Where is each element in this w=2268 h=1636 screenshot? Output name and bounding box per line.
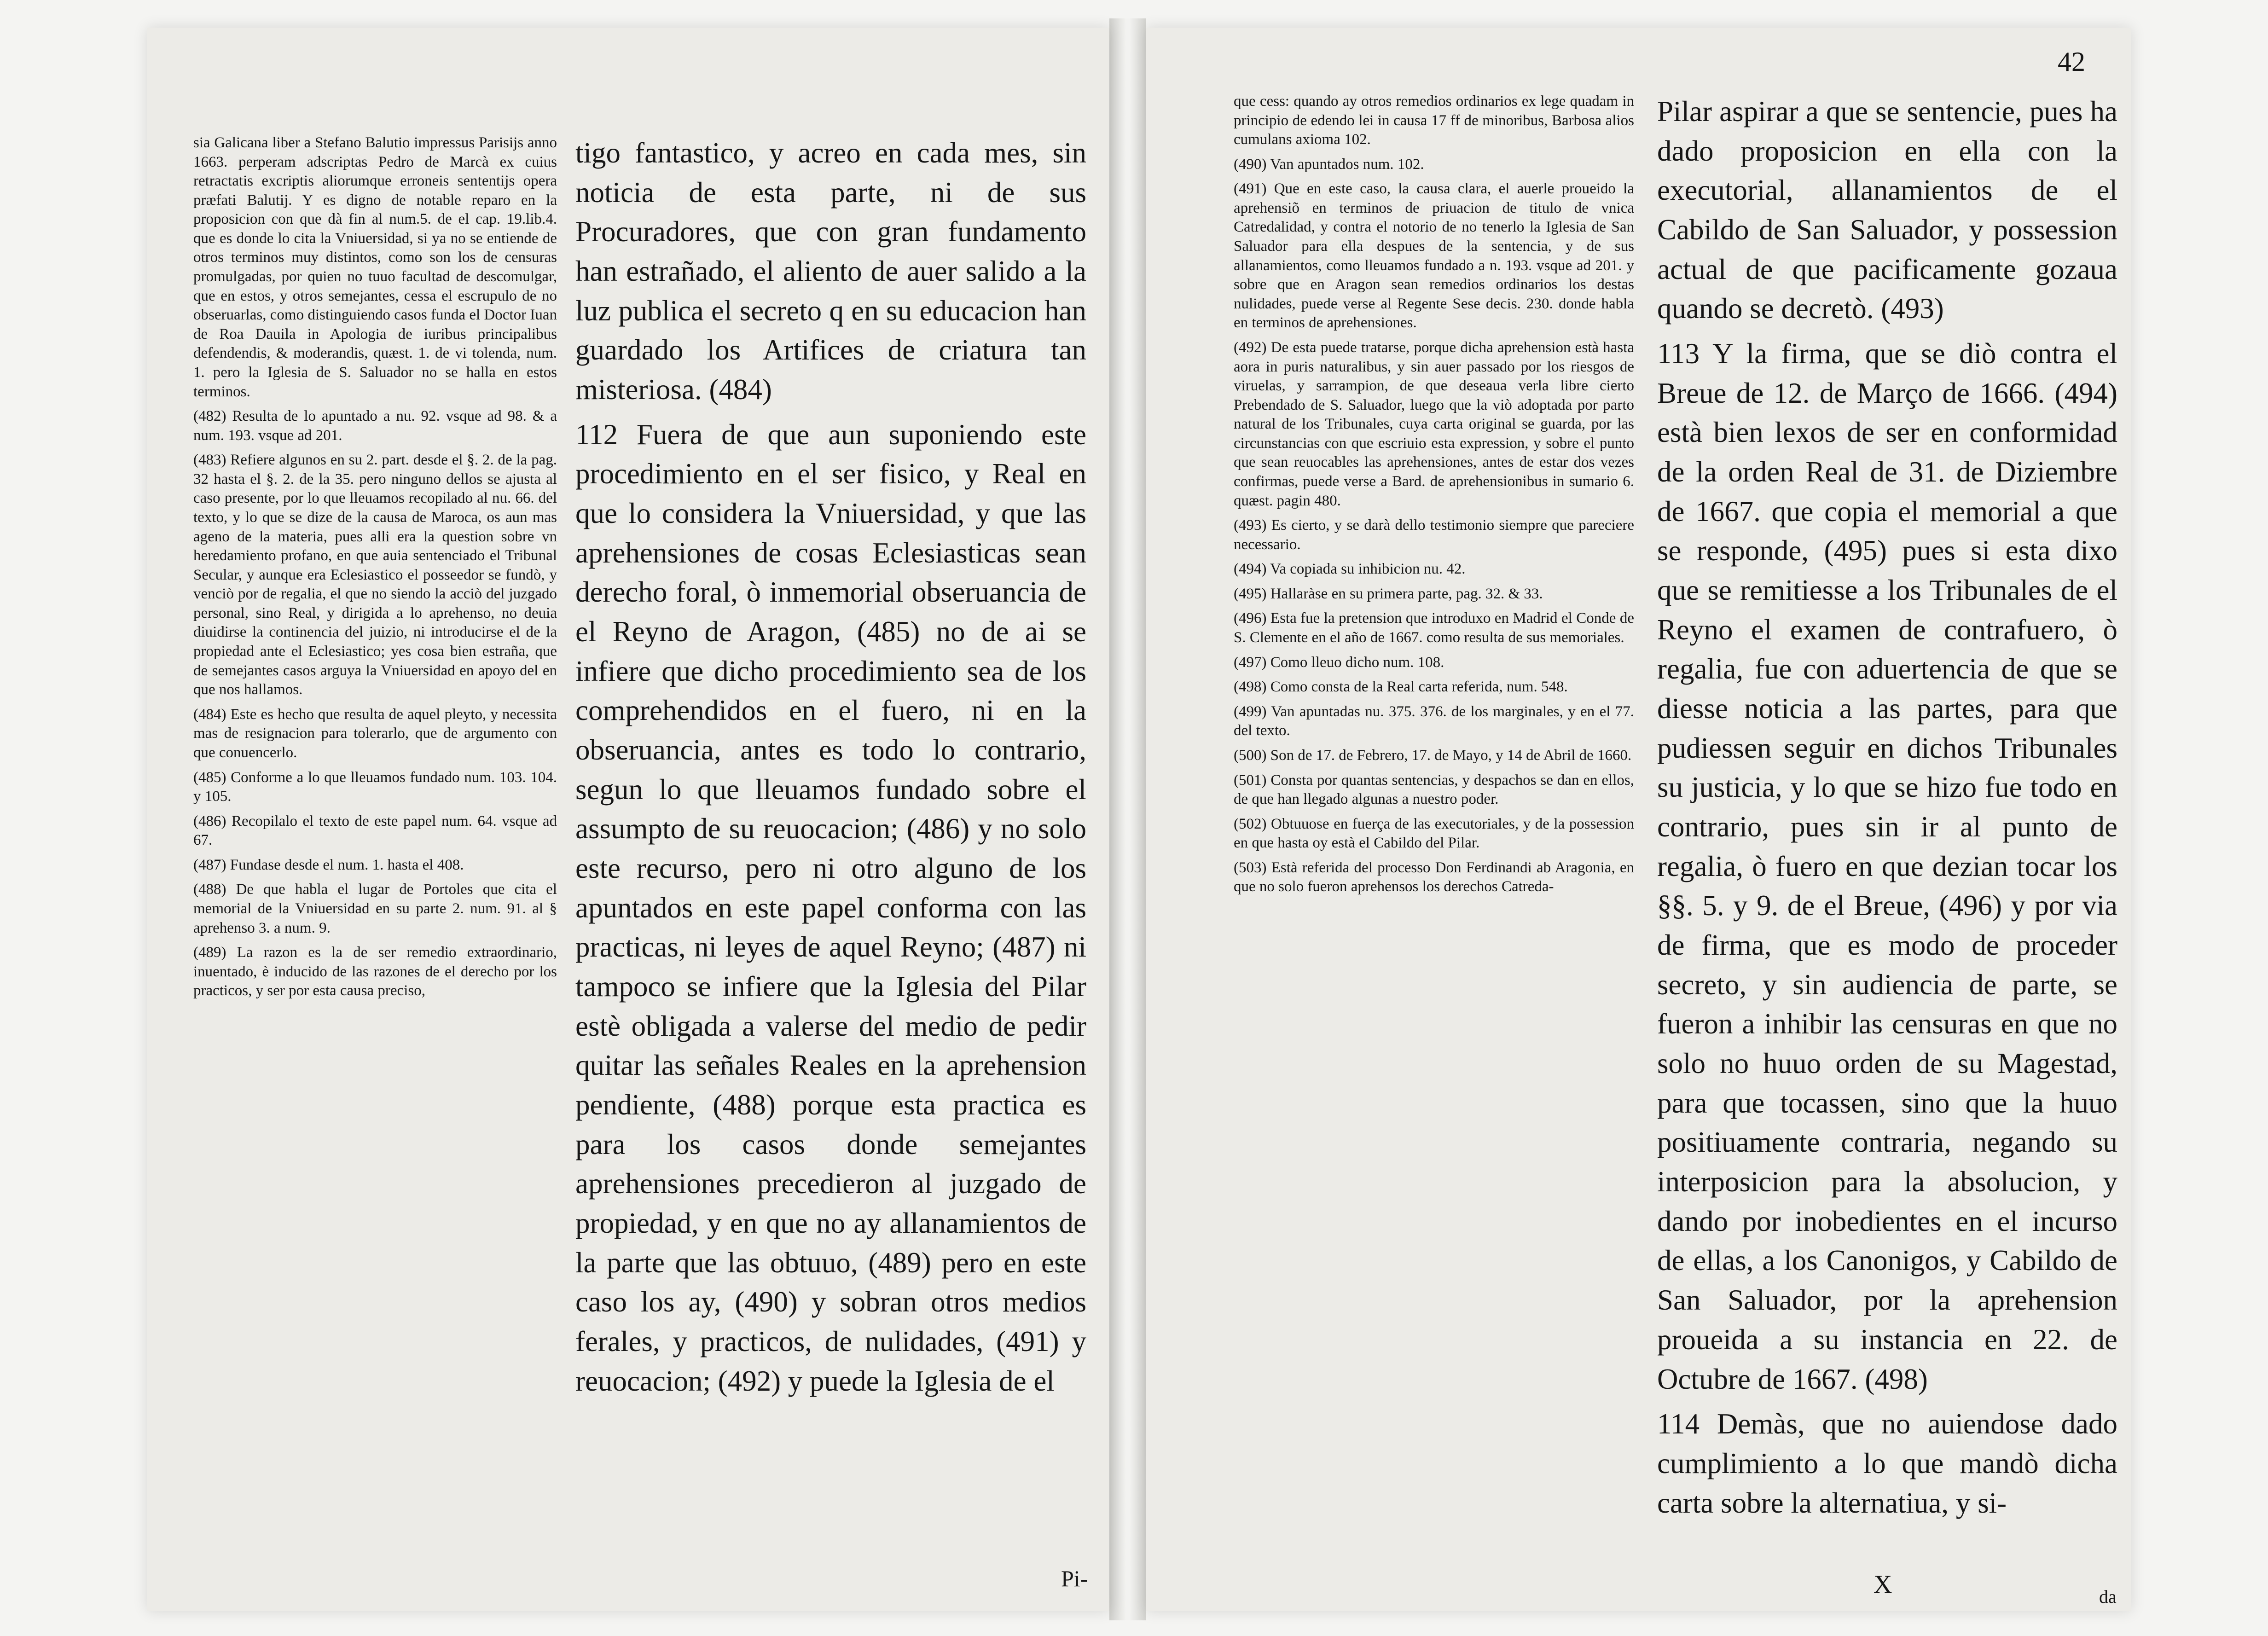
note: (501) Consta por quantas sentencias, y despachos se dan en ellos, de que han llegado algunas a nuestro poder. (1234, 772, 1634, 808)
note: (489) La razon es la de ser remedio extraordinario, inuentado, è inducido de las razones de el derecho por los practicos, y ser por esta causa preciso, (193, 944, 557, 999)
note: (491) Que en este caso, la causa clara, el auerle proueido la aprehensiõ en terminos de priuacion de titulo de vnica Catredalidad, y contra el notorio de no tenerlo la Iglesia de San Saluador para ella despues de la sentencia, y de sus allanamientos, como lleuamos fundado a n. 193. vsque ad 201. y sobre que en Aragon sean remedios ordinarios los destas nulidades, puede verse al Regente Sese decis. 230. donde habla en terminos de aprehensiones. (1234, 180, 1634, 331)
paragraph: Pilar aspirar a que se sentencie, pues ha dado proposicion en ella con la executorial, allanamientos de el Cabildo de San Saluador, y possession actual de que pacificamente gozaua quando se decretò. (493) (1657, 95, 2117, 325)
note: (496) Esta fue la pretension que introduxo en Madrid el Conde de S. Clemente en el año de 1667. como resulta de sus memoriales. (1234, 610, 1634, 646)
left-page (147, 28, 1109, 1611)
right-page (1146, 28, 2131, 1611)
left-main-text (575, 133, 1086, 1407)
note: (499) Van apuntadas nu. 375. 376. de los marginales, y en el 77. del texto. (1234, 703, 1634, 739)
signature-mark: X (1874, 1570, 1892, 1599)
catchword: da (2099, 1586, 2117, 1607)
note: (482) Resulta de lo apuntado a nu. 92. vsque ad 98. & a num. 193. vsque ad 201. (193, 408, 557, 444)
catchword: Pi- (1061, 1566, 1088, 1591)
note: (503) Està referida del processo Don Ferdinandi ab Aragonia, en que no solo fueron aprehensos los derechos Catreda- (1234, 859, 1634, 895)
note: (487) Fundase desde el num. 1. hasta el 408. (193, 856, 464, 873)
note: (493) Es cierto, y se darà dello testimonio siempre que pareciere necessario. (1234, 517, 1634, 553)
paragraph: 114 Demàs, que no auiendose dado cumplimiento a lo que mandò dicha carta sobre la alternatiua, y si- (1657, 1408, 2117, 1519)
note: (486) Recopilalo el texto de este papel num. 64. vsque ad 67. (193, 812, 557, 849)
paragraph: 113 Y la firma, que se diò contra el Breue de 12. de Março de 1666. (494) està bien lexos de ser en conformidad de la orden Real de 31. de Diziembre de 1667. que copia el memorial a que se responde, (495) pues si esta dixo que se remitiesse a los Tribunales de el Reyno el examen de contrafuero, ò regalia, fue con aduertencia de que se diesse noticia a las partes, para que pudiessen seguir en dichos Tribunales su justicia, y lo que se hizo fue todo en contrario, pues sin ir al punto de regalia, ò fuero en que dezian tocar los §§. 5. y 9. de el Breue, (496) y por via de firma, que es modo de proceder secreto, y sin audiencia de parte, se fueron a inhibir las censuras en que no solo no huuo orden de su Magestad, para que tocassen, sino que la huuo positiuamente contraria, negando su interposicion para la absolucion, y dando por inobedientes en el incurso de ellas, a los Canonigos, y Cabildo de San Saluador, por la aprehension proueida a su instancia en 22. de Octubre de 1667. (498) (1657, 337, 2117, 1395)
note: (500) Son de 17. de Febrero, 17. de Mayo, y 14 de Abril de 1660. (1234, 747, 1632, 764)
right-marginal-notes (1234, 92, 1634, 902)
note: (494) Va copiada su inhibicion nu. 42. (1234, 561, 1466, 578)
note: (495) Hallaràse en su primera parte, pag. 32. & 33. (1234, 585, 1543, 602)
note: (490) Van apuntados num. 102. (1234, 156, 1424, 173)
left-marginal-notes (193, 133, 557, 1006)
note: (483) Refiere algunos en su 2. part. desde el §. 2. de la pag. 32 hasta el §. 2. de la 35. pero ninguno dellos se ajusta al caso presente, por lo que lleuamos recopilado al nu. 66. del texto, y lo que se dize de la causa de Maroca, os aun mas ageno de la materia, pues alli era la question sobre vn heredamiento profano, en que auia sentenciado el Tribunal Secular, y aunque era Eclesiastico el posseedor se fundò, y venciò por de regalia, el que no siendo la acciò del juzgado personal, sino Real, y dirigida a lo aprehenso, no deuia diuidirse la continencia del juizio, ni introducirse el de la propiedad ante el Eclesiastico; yes cosa bien estraña, que de semejantes casos arguya la Vniuersidad en apoyo del en que nos hallamos. (193, 452, 557, 698)
note: (488) De que habla el lugar de Portoles que cita el memorial de la Vniuersidad en su parte 2. num. 91. al § aprehenso 3. a num. 9. (193, 881, 557, 936)
note: (502) Obtuuose en fuerça de las executoriales, y de la possession en que hasta oy està el Cabildo del Pilar. (1234, 815, 1634, 852)
folio-number: 42 (2058, 46, 2085, 77)
note: (497) Como lleuo dicho num. 108. (1234, 654, 1444, 671)
paragraph: 112 Fuera de que aun suponiendo este procedimiento en el ser fisico, y Real en que lo considera la Vniuersidad, y que las aprehensiones de cosas Eclesiasticas sean derecho foral, ò inmemorial obseruancia de el Reyno de Aragon, (485) no de ai se infiere que dicho procedimiento sea de los comprehendidos en el fuero, ni en la obseruancia, antes es todo lo contrario, segun lo que lleuamos fundado sobre el assumpto de su reuocacion; (486) y no solo este recurso, pero ni otro alguno de los apuntados en este papel conforma con las practicas, ni leyes de aquel Reyno; (487) ni tampoco se infiere que la Iglesia del Pilar estè obligada a valerse del medio de pedir quitar las señales Reales en la aprehension pendiente, (488) porque esta practica es para los casos donde semejantes aprehensiones precedieron al juzgado de propiedad, y en que no ay allanamientos de la parte que las obtuuo, (489) pero en este caso los ay, (490) y sobran otros medios ferales, y practicos, de nulidades, (491) y reuocacion; (492) y puede la Iglesia de el (575, 418, 1086, 1397)
note: (485) Conforme a lo que lleuamos fundado num. 103. 104. y 105. (193, 769, 557, 805)
note: (484) Este es hecho que resulta de aquel pleyto, y necessita mas de resignacion para tolerarlo, que de argumento con que conuencerlo. (193, 706, 557, 761)
paragraph: tigo fantastico, y acreo en cada mes, sin noticia de esta parte, ni de sus Procuradores, que con gran fundamento han estrañado, el aliento de auer salido a la luz publica el secreto q en su educacion han guardado los Artifices de criatura tan misteriosa. (484) (575, 137, 1086, 406)
note: sia Galicana liber a Stefano Balutio impressus Parisijs anno 1663. perperam adscriptas Pedro de Marcà ex cuius retractatis excriptis aliorumque erroneis sententijs opera præfati Balutij. Y es digno de notable reparo en la proposicion con que dà fin al num.5. de el cap. 19.lib.4. que es donde lo cita la Vniuersidad, si ya no se entiende de otros terminos muy distintos, como son los de censuras promulgadas, por quien no tuuo facultad de descomulgar, que en estos, y otros semejantes, cessa el escrupulo de no obseruarlas, como distinguiendo casos funda el Doctor Iuan de Roa Dauila in Apologia de iuribus principalibus defendendis, & moderandis, quæst. 1. de vi tolenda, num. 1. pero la Iglesia de S. Saluador no se halla en estos terminos. (193, 134, 557, 400)
note: (492) De esta puede tratarse, porque dicha aprehension està hasta aora in puris naturalibus, y sin auer passado por los riesgos de viruelas, y sarrampion, de que deseaua verla libre cierto Prebendado de S. Saluador, luego que la viò adoptada por parto natural de los Tribunales, cuya carta original se guarda, por las circunstancias con que escriuio esta expression, y sobre el punto que sean reuocables las aprehensiones, antes de estar dos vezes confirmas, puede verse a Bard. de aprehensionibus in sumario 6. quæst. pagin 480. (1234, 339, 1634, 509)
note: que cess: quando ay otros remedios ordinarios ex lege quadam in principio de edendo lei in causa 17 ff de minoribus, Barbosa alios cumulans axioma 102. (1234, 93, 1634, 148)
note: (498) Como consta de la Real carta referida, num. 548. (1234, 679, 1568, 696)
right-main-text (1657, 92, 2117, 1528)
book-gutter (1109, 18, 1146, 1620)
